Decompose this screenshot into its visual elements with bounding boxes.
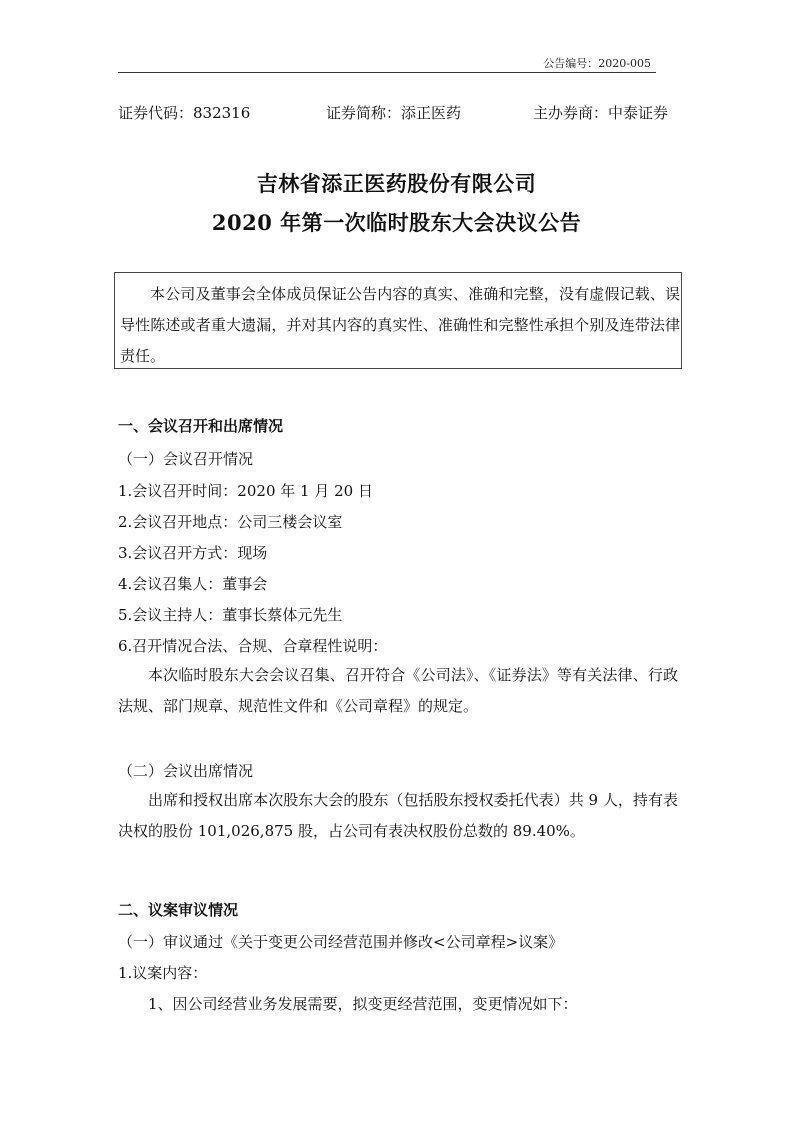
subsection-attendance: （二）会议出席情况 [118, 762, 254, 780]
disclaimer-box [114, 272, 682, 369]
section-2-heading: 二、议案审议情况 [118, 901, 239, 919]
disclaimer-text: 本公司及董事会全体成员保证公告内容的真实、准确和完整，没有虚假记载、误导性陈述或者重大遗漏，并对其内容的真实性、准确性和完整性承担个别及连带法律责任。 [120, 285, 680, 365]
subsection-proposal: （一）审议通过《关于变更公司经营范围并修改<公司章程>议案》 [118, 933, 564, 951]
sponsor-broker: 主办券商：中泰证券 [533, 104, 669, 122]
announcement-title: 2020 年第一次临时股东大会决议公告 [211, 210, 582, 235]
announcement-number: 公告编号：2020-005 [543, 57, 651, 70]
list-item: 6.召开情况合法、合规、合章程性说明： [118, 637, 388, 655]
list-item: 2.会议召开地点：公司三楼会议室 [118, 513, 343, 531]
list-item: 1.会议召开时间：2020 年 1 月 20 日 [118, 482, 373, 500]
header-rule [118, 72, 656, 73]
legality-paragraph: 本次临时股东大会会议召集、召开符合《公司法》、《证券法》等有关法律、行政法规、部门规章、规范性文件和《公司章程》的规定。 [118, 666, 678, 715]
list-item: 3.会议召开方式：现场 [118, 544, 268, 562]
list-item: 1.议案内容： [118, 964, 208, 982]
attendance-paragraph: 出席和授权出席本次股东大会的股东（包括股东授权委托代表）共 9 人，持有表决权的股份 101,026,875 股，占公司有表决权股份总数的 89.40%。 [118, 791, 678, 840]
list-item: 5.会议主持人：董事长蔡体元先生 [118, 606, 343, 624]
securities-code: 证券代码：832316 [118, 104, 251, 122]
list-item: 1、因公司经营业务发展需要，拟变更经营范围，变更情况如下： [148, 995, 578, 1013]
section-1-heading: 一、会议召开和出席情况 [118, 417, 284, 435]
list-item: 4.会议召集人：董事会 [118, 575, 268, 593]
securities-short-name: 证券简称：添正医药 [326, 104, 462, 122]
subsection-meeting-convening: （一）会议召开情况 [118, 450, 254, 468]
company-title: 吉林省添正医药股份有限公司 [256, 171, 537, 196]
